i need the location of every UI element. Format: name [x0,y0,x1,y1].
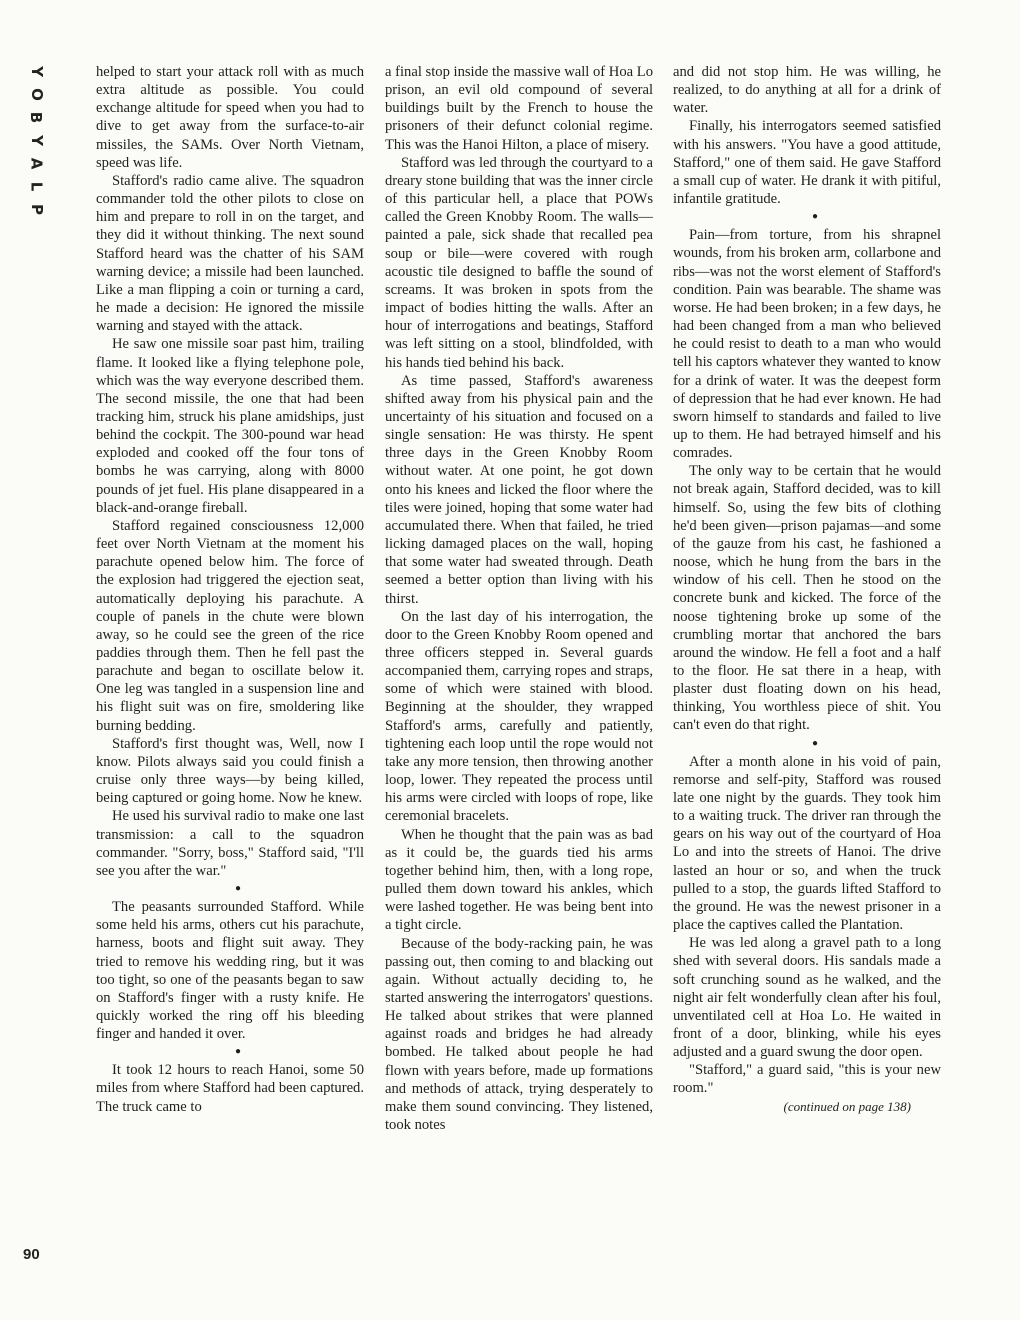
paragraph: Because of the body-racking pain, he was passing out, then coming to and blacking out again. Without actually deciding to, he started answering the interrogators' questions. He talked about strikes that were planned against roads and bridges he had already bombed. He talked about people he had flown with years before, made up formations and methods of attack, trying desperately to make them sound convincing. They listened, took notes [385,935,653,1134]
paragraph: He saw one missile soar past him, trailing flame. It looked like a flying telephone pole, which was the way everyone described them. The second missile, the one that had been tracking him, struck his plane amidships, just behind the cockpit. The 300-pound war head exploded and cooked off the four tons of bombs he was carrying, along with 8000 pounds of jet fuel. His plane disappeared in a black-and-orange fireball. [96,336,364,516]
magazine-name-vertical [26,60,46,221]
paragraph: "Stafford," a guard said, "this is your new room." [673,1062,941,1097]
magazine-letter: Y [27,135,46,146]
page-number: 90 [23,1246,40,1263]
paragraph: As time passed, Stafford's awareness shifted away from his physical pain and the uncertainty of his situation and focused on a single sensation: He was thirsty. He spent three days in the Green Knobby Room without water. At one point, he got down onto his knees and licked the floor where the tiles were joined, hoping that some water had accumulated there. When that failed, he tried licking damaged places on the wall, hoping that some water had sweated through. Death seemed a better option than living with his thirst. [385,372,653,607]
magazine-letter: P [27,204,46,215]
paragraph: It took 12 hours to reach Hanoi, some 50 miles from where Stafford had been captured. The truck came to [96,1062,364,1115]
magazine-letter: B [27,111,46,124]
paragraph: He was led along a gravel path to a long shed with several doors. His sandals made a soft crunching sound as he walked, and the night air felt wonderfully clean after his foul, unventilated cell at Hoa Lo. He waited in front of a door, blinking, while his eyes adjusted and a guard swung the door open. [673,935,941,1061]
paragraph: On the last day of his interrogation, the door to the Green Knobby Room opened and three officers stepped in. Several guards accompanied them, carrying ropes and straps, some of which were stained with blood. Beginning at the shoulder, they wrapped Stafford's arms, carefully and patiently, tightening each loop until the rope would not take any more tension, then throwing another loop, lower. They repeated the process until his arms were circled with loops of rope, like ceremonial bracelets. [385,608,653,825]
paragraph: and did not stop him. He was willing, he realized, to do anything at all for a drink of water. [673,64,941,117]
paragraph: Stafford was led through the courtyard to a dreary stone building that was the inner circle of this particular hell, a place that POWs called the Green Knobby Room. The walls—painted a pale, sick shade that recalled pea soup or bile—were covered with rough acoustic tile designed to baffle the sound of screams. It was broken in spots from the impact of bodies hitting the walls. After an hour of interrogations and beatings, Stafford was left sitting on a stool, blindfolded, with his hands tied behind his back. [385,154,653,371]
paragraph: Stafford's radio came alive. The squadron commander told the other pilots to close on him and prepare to roll in on the target, and they did it without thinking. The next sound Stafford heard was the chatter of his SAM warning device; a missile had been launched. Like a man flipping a coin or turning a card, he made a decision: He ignored the missile warning and stayed with the attack. [96,172,364,335]
paragraph: The only way to be certain that he would not break again, Stafford decided, was to kill himself. So, using the few bits of clothing he'd been given—prison pajamas—and some of the gauze from his cast, he fashioned a noose, which he hung from the bars in the window of his cell. Then he stood on the concrete bunk and kicked. The force of the noose tightening broke up some of the crumbling mortar that anchored the bars around the window. He fell a foot and a half to the floor. He sat there in a heap, with plaster dust floating down on his head, thinking, You worthless piece of shit. You can't even do that right. [673,463,941,734]
paragraph: a final stop inside the massive wall of Hoa Lo prison, an evil old compound of several buildings built by the French to house the prisoners of their defunct colonial regime. This was the Hanoi Hilton, a place of misery. [385,64,653,153]
text-column-1 [96,63,364,1116]
magazine-letter: Y [27,66,46,77]
section-break-bullet: ● [811,211,819,223]
paragraph: After a month alone in his void of pain, remorse and self-pity, Stafford was roused late one night by the guards. They took him to a waiting truck. The driver ran through the gears on his way out of the courtyard of Hoa Lo and into the streets of Hanoi. The drive lasted an hour or so, and when the truck pulled to a stop, the guards lifted Stafford to the ground. He was the newest prisoner in a place the captives called the Plantation. [673,753,941,934]
paragraph: When he thought that the pain was as bad as it could be, the guards tied his arms together behind him, then, with a long rope, pulled them down toward his ankles, which were lashed together. He was being bent into a tight circle. [385,826,653,934]
paragraph: The peasants surrounded Stafford. While some held his arms, others cut his parachute, harness, boots and flight suit away. They tried to remove his wedding ring, but it was too tight, so one of the peasants began to saw on Stafford's finger with a rusty knife. He quickly worked the ring off his bleeding finger and handed it over. [96,899,364,1043]
magazine-letter: O [27,88,46,101]
magazine-letter: L [27,181,46,192]
paragraph: Pain—from torture, from his shrapnel wounds, from his broken arm, collarbone and ribs—was not the worst element of Stafford's condition. Pain was bearable. The shame was worse. He had been broken; in a few days, he had been changed from a man who believed he could resist to death to a man who would tell his captors whatever they wanted to know for a drink of water. It was the deepest form of depression that he had ever known. He had sworn himself to standards and failed to live up to them. He had betrayed himself and his comrades. [673,227,941,462]
section-break-bullet: ● [234,1046,242,1058]
paragraph: helped to start your attack roll with as much extra altitude as possible. You could exchange altitude for speed when you had to dive to get away from the surface-to-air missiles, the SAMs. Over North Vietnam, speed was life. [96,64,364,171]
paragraph: Stafford regained consciousness 12,000 feet over North Vietnam at the moment his parachute opened below him. The force of the explosion had triggered the ejection seat, automatically deploying his parachute. A couple of panels in the chute were blown away, so he could see the green of the rice paddies through them. Then he fell past the parachute and began to oscillate below it. One leg was tangled in a suspension line and his flight suit was on fire, smoldering like burning bedding. [96,517,364,734]
magazine-letter: A [27,157,46,170]
text-column-2 [385,63,653,1134]
text-column-3 [673,63,941,1116]
continued-note: (continued on page 138) [783,1098,911,1114]
paragraph: Finally, his interrogators seemed satisfied with his answers. "You have a good attitude, Stafford," one of them said. He gave Stafford a small cup of water. He drank it with pitiful, infantile gratitude. [673,118,941,208]
section-break-bullet: ● [811,737,819,749]
paragraph: He used his survival radio to make one last transmission: a call to the squadron commander. "Sorry, boss," Stafford said, "I'll see you after the war." [96,808,364,879]
section-break-bullet: ● [234,883,242,895]
paragraph: Stafford's first thought was, Well, now I know. Pilots always said you could finish a cruise only three ways—by being killed, being captured or going home. Now he knew. [96,735,364,807]
